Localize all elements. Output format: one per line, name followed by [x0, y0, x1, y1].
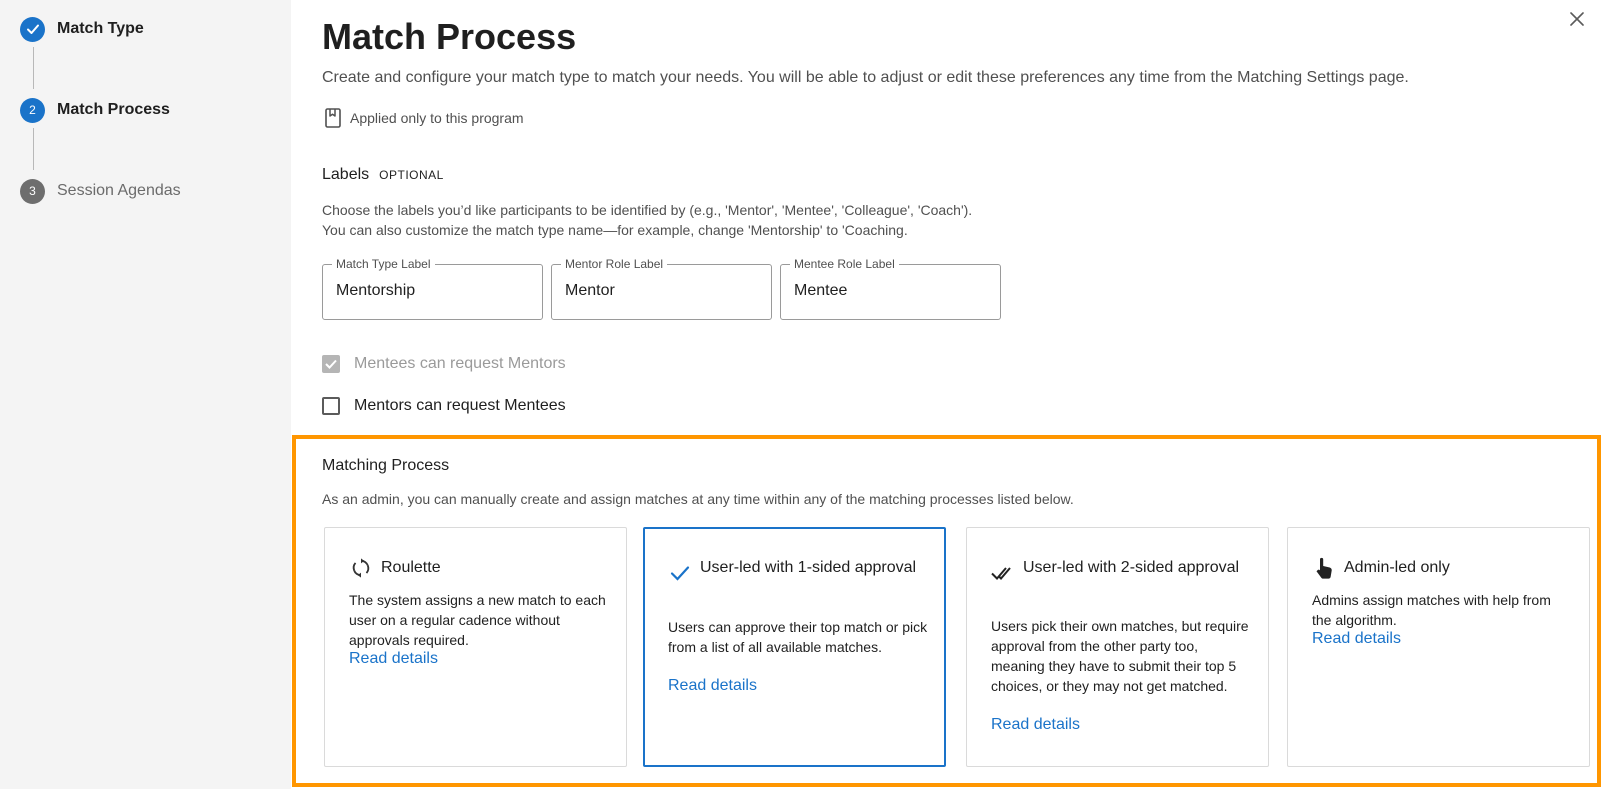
checkbox-label: Mentors can request Mentees — [354, 397, 566, 414]
labels-title: Labels — [322, 166, 370, 183]
mentors-request-checkbox[interactable] — [322, 397, 340, 415]
step-session-agendas[interactable] — [20, 178, 181, 204]
page-description: Create and configure your match type to match your needs. You will be able to adjust or edit these preferences any time from the Matching Settings page. — [322, 69, 1409, 86]
applied-note-text: Applied only to this program — [350, 110, 524, 126]
read-details-link[interactable]: Read details — [1312, 630, 1401, 647]
card-admin-led[interactable] — [1287, 527, 1590, 767]
card-title: User-led with 1-sided approval — [700, 559, 917, 576]
step-match-process[interactable] — [20, 97, 170, 123]
card-description: Admins assign matches with help from the algorithm. — [1312, 592, 1551, 628]
card-header — [349, 554, 609, 582]
mentees-request-checkbox-row[interactable] — [322, 355, 566, 373]
mentees-request-checkbox[interactable] — [322, 355, 340, 373]
checkbox-label: Mentees can request Mentors — [354, 355, 566, 372]
double-check-icon — [991, 561, 1015, 585]
card-header — [1312, 554, 1572, 582]
bookmark-icon — [324, 108, 342, 128]
card-user-led-2-sided[interactable] — [966, 527, 1269, 767]
field-label: Mentor Role Label — [561, 257, 667, 271]
labels-description-line: Choose the labels you’d like participants to be identified by (e.g., 'Mentor', 'Mentee', 'Colleague', 'Coach'). — [322, 202, 973, 218]
card-title: User-led with 2-sided approval — [1023, 559, 1240, 576]
mentor-role-label-field[interactable] — [551, 257, 772, 320]
checkmark-icon — [324, 357, 338, 371]
match-type-label-input[interactable] — [336, 282, 526, 300]
check-icon — [668, 561, 692, 585]
mentee-role-label-input[interactable] — [794, 282, 984, 300]
card-description: Users can approve their top match or pick from a list of all available matches. — [668, 619, 928, 655]
step-connector — [33, 128, 34, 170]
read-details-link[interactable]: Read details — [668, 677, 757, 694]
read-details-link[interactable]: Read details — [991, 716, 1080, 733]
read-details-link[interactable]: Read details — [349, 650, 438, 667]
labels-description-line: You can also customize the match type name—for example, change 'Mentorship' to 'Coaching. — [322, 222, 908, 238]
matching-process-description: As an admin, you can manually create and assign matches at any time within any of the matching processes listed below. — [322, 491, 1074, 507]
card-header — [668, 554, 928, 585]
applied-note — [324, 108, 524, 128]
matching-process-title: Matching Process — [322, 457, 450, 474]
mentee-role-label-field[interactable] — [780, 257, 1001, 320]
mentors-request-checkbox-row[interactable] — [322, 397, 566, 415]
step-number: 3 — [20, 179, 45, 204]
card-header — [991, 554, 1251, 585]
mentor-role-label-input[interactable] — [565, 282, 755, 300]
card-description: The system assigns a new match to each user on a regular cadence without approvals required. — [349, 592, 606, 648]
field-label: Mentee Role Label — [790, 257, 899, 271]
step-label: Match Type — [57, 20, 144, 37]
field-label: Match Type Label — [332, 257, 435, 271]
hand-pointer-icon — [1312, 556, 1336, 580]
optional-tag: OPTIONAL — [379, 168, 444, 182]
card-title: Admin-led only — [1344, 559, 1450, 576]
page-title: Match Process — [322, 16, 577, 57]
step-label: Match Process — [57, 101, 170, 118]
step-match-type[interactable] — [20, 16, 144, 42]
close-icon — [1570, 12, 1584, 26]
check-icon — [20, 17, 45, 42]
step-number: 2 — [20, 98, 45, 123]
card-description: Users pick their own matches, but require approval from the other party too, meaning they have to submit their top 5 choices, or they may not get matched. — [991, 618, 1249, 694]
card-title: Roulette — [381, 559, 441, 576]
card-roulette[interactable] — [324, 527, 627, 767]
stepper-sidebar — [0, 0, 291, 789]
step-label: Session Agendas — [57, 182, 181, 199]
refresh-icon — [349, 556, 373, 580]
step-connector — [33, 47, 34, 89]
close-button[interactable] — [1566, 8, 1588, 30]
labels-heading — [322, 166, 444, 184]
card-user-led-1-sided[interactable] — [643, 527, 946, 767]
match-type-label-field[interactable] — [322, 257, 543, 320]
labels-description — [322, 200, 972, 240]
